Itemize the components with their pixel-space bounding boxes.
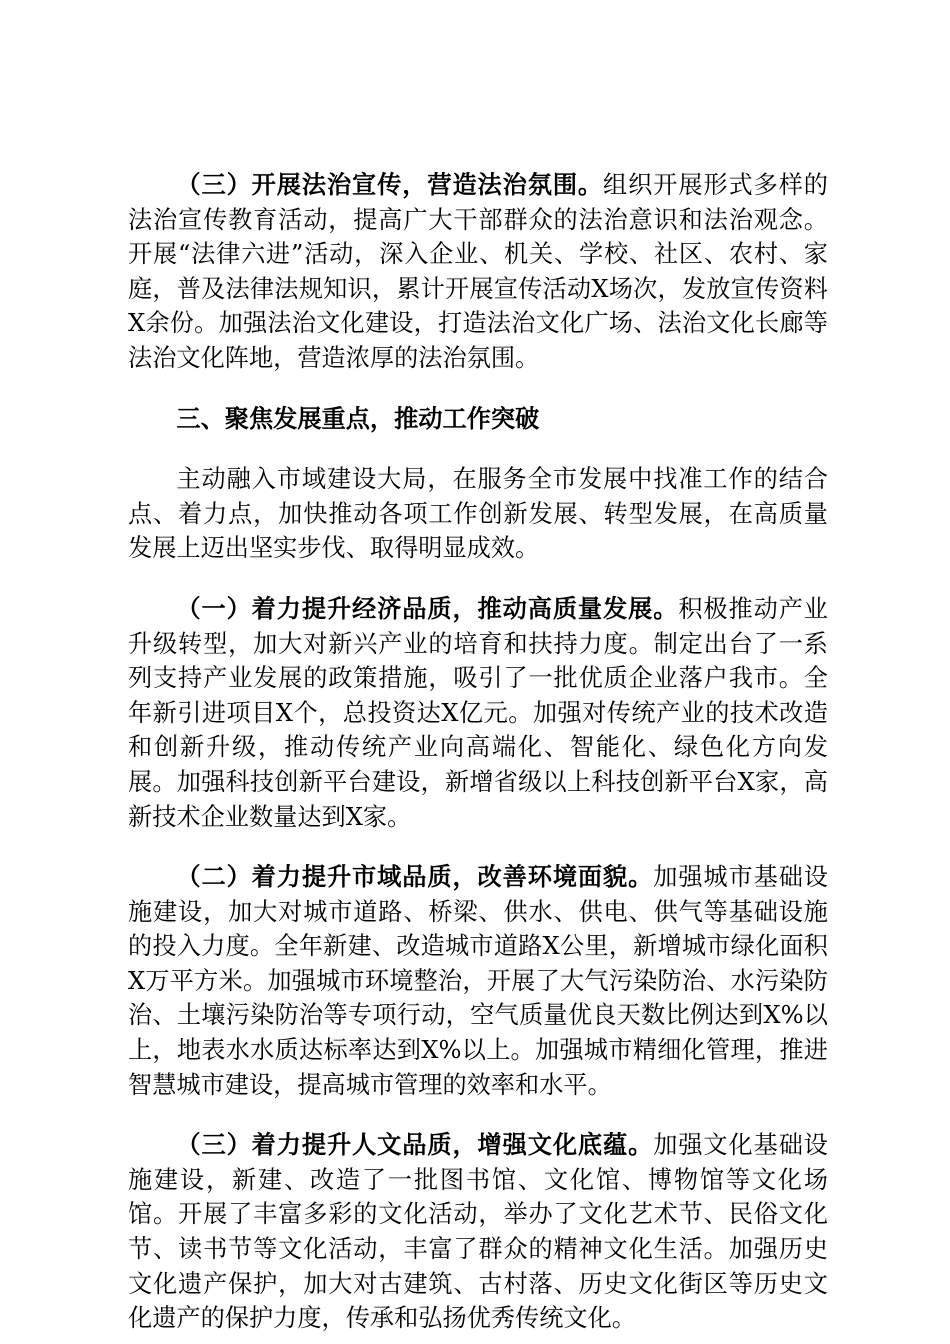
document-page [128, 168, 828, 1336]
paragraph-lead: （二）着力提升市域品质，改善环境面貌。 [176, 862, 654, 892]
paragraph-gap [128, 1102, 828, 1128]
paragraph-body: 加强城市基础设施建设，加大对城市道路、桥梁、供水、供电、供气等基础设施的投入力度。全年新建、改造城市道路X公里，新增城市绿化面积X万平方米。加强城市环境整治，开展了大气污染防治、水污染防治、土壤污染防治等专项行动，空气质量优良天数比例达到X%以上，地表水水质达标率达到X%以上。加强城市精细化管理，推进智慧城市建设，提高城市管理的效率和水平。 [128, 863, 828, 1099]
paragraph-lead: （三）开展法治宣传，营造法治氛围。 [176, 170, 604, 199]
paragraph-body: 组织开展形式多样的法治宣传教育活动，提高广大干部群众的法治意识和法治观念。开展“法律六进”活动，深入企业、机关、学校、社区、农村、家庭，普及法律法规知识，累计开展宣传活动X场次，发放宣传资料X余份。加强法治文化建设，打造法治文化广场、法治文化长廊等法治文化阵地，营造浓厚的法治氛围。 [128, 171, 828, 372]
paragraph-gap [128, 436, 828, 462]
paragraph-gap [128, 834, 828, 860]
paragraph-body: 加强文化基础设施建设，新建、改造了一批图书馆、文化馆、博物馆等文化场馆。开展了丰富多彩的文化活动，举办了文化艺术节、民俗文化节、读书节等文化活动，丰富了群众的精神文化生活。加强历史文化遗产保护，加大对古建筑、古村落、历史文化街区等历史文化遗产的保护力度，传承和弘扬优秀传统文化。 [128, 1131, 828, 1333]
paragraph-section-intro [128, 462, 828, 566]
paragraph-lead: （一）着力提升经济品质，推动高质量发展。 [176, 593, 679, 623]
paragraph-city [128, 860, 828, 1102]
paragraph-economy [128, 592, 828, 834]
paragraph-gap [128, 566, 828, 592]
paragraph-lead: （三）着力提升人文品质，增强文化底蕴。 [176, 1130, 654, 1160]
paragraph-body: 积极推动产业升级转型，加大对新兴产业的培育和扶持力度。制定出台了一系列支持产业发展的政策措施，吸引了一批优质企业落户我市。全年新引进项目X个，总投资达X亿元。加强对传统产业的技术改造和创新升级，推动传统产业向高端化、智能化、绿色化方向发展。加强科技创新平台建设，新增省级以上科技创新平台X家，高新技术企业数量达到X家。 [128, 594, 828, 831]
paragraph-legal-publicity [128, 168, 828, 376]
section-heading: 三、聚焦发展重点，推动工作突破 [176, 403, 540, 433]
paragraph-gap [128, 376, 828, 402]
paragraph-culture [128, 1128, 828, 1336]
paragraph-body: 主动融入市域建设大局，在服务全市发展中找准工作的结合点、着力点，加快推动各项工作创新发展、转型发展，在高质量发展上迈出坚实步伐、取得明显成效。 [128, 465, 828, 563]
